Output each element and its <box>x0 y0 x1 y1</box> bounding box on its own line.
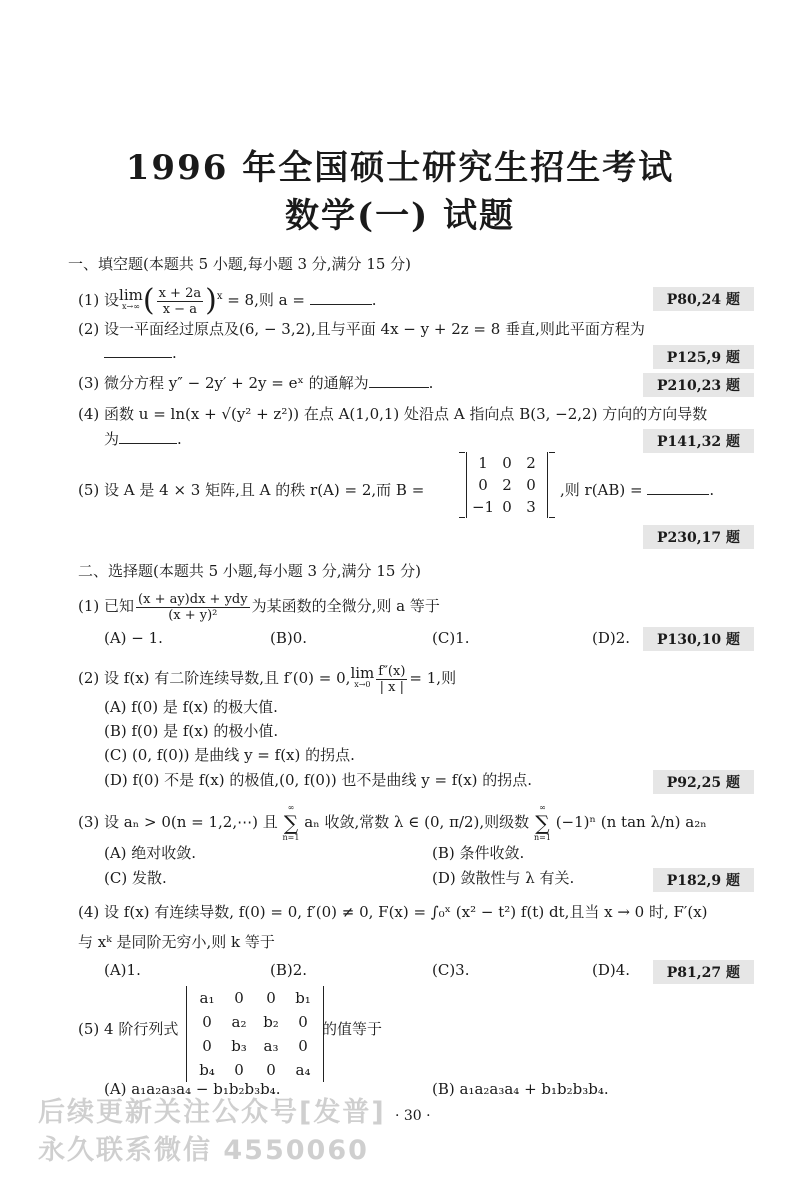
option-D: (D) f(0) 不是 f(x) 的极值,(0, f(0)) 也不是曲线 y = f(x) 的拐点. <box>104 771 533 789</box>
option-A: (A) 绝对收敛. <box>104 844 197 862</box>
watermark-line1: 后续更新关注公众号[发普] <box>38 1097 386 1128</box>
determinant-row: a₁ 0 0 b₁ <box>199 989 311 1007</box>
option-B: (B)0. <box>270 629 308 647</box>
question-1-2: (2) 设一平面经过原点及(6, − 3,2),且与平面 4x − y + 2z = 8 垂直,则此平面方程为 <box>78 320 645 338</box>
question-2-4: (4) 设 f(x) 有连续导数, f(0) = 0, f′(0) ≠ 0, F(x) = ∫₀ˣ (x² − t²) f(t) dt,且当 x → 0 时, F′(x) <box>78 903 708 921</box>
option-C: (C) 发散. <box>104 869 167 887</box>
ref-q1-1: P80,24 题 <box>653 287 754 311</box>
q2-2-fraction: $\frac{f''(x)}{| x |}$ <box>378 663 406 695</box>
option-D: (D)4. <box>592 961 631 979</box>
question-1-2-line2: . <box>104 344 177 362</box>
exam-title-line2: 数学(一) 试题 <box>284 196 515 236</box>
option-B: (B) 条件收敛. <box>432 844 525 862</box>
option-A: (A)1. <box>104 961 141 979</box>
ref-q1-5: P230,17 题 <box>643 525 754 549</box>
ref-q2-3: P182,9 题 <box>653 868 754 892</box>
option-A: (A) − 1. <box>104 629 163 647</box>
option-C: (C) (0, f(0)) 是曲线 y = f(x) 的拐点. <box>104 746 355 764</box>
determinant <box>186 986 324 1082</box>
question-2-5-prefix: (5) 4 阶行列式 <box>78 1020 179 1038</box>
answer-blank <box>310 304 372 305</box>
answer-blank <box>647 494 709 495</box>
answer-blank <box>119 443 177 444</box>
question-1-4: (4) 函数 u = ln(x + √(y² + z²)) 在点 A(1,0,1) 处沿点 A 指向点 B(3, −2,2) 方向的方向导数 <box>78 405 708 423</box>
option-B: (B) f(0) 是 f(x) 的极小值. <box>104 722 279 740</box>
question-1-4-line2: 为 . <box>104 430 182 448</box>
matrix-row: 1 0 2 <box>478 454 536 472</box>
question-1-5-suffix: ,则 r(AB) = . <box>560 481 715 499</box>
matrix-B <box>460 452 554 518</box>
answer-blank <box>369 387 429 388</box>
page-number: · 30 · <box>395 1108 431 1124</box>
ref-q2-1: P130,10 题 <box>643 627 754 651</box>
q2-1-fraction: $\frac{\text{(x + ay)dx + ydy}}{\text{(x + y)²}}$ <box>138 591 248 623</box>
option-A: (A) f(0) 是 f(x) 的极大值. <box>104 698 278 716</box>
question-2-3: (3) 设 aₙ > 0(n = 1,2,⋯) 且 ∞ ∑ n=1 aₙ 收敛,常数 λ ∈ (0, π/2),则级数 ∞ ∑ n=1 (−1)ⁿ (n tan λ/n) a₂ₙ <box>78 803 707 842</box>
determinant-row: b₄ 0 0 a₄ <box>199 1061 311 1079</box>
exam-title-line1: 1996 年全国硕士研究生招生考试 <box>125 148 675 188</box>
option-C: (C)3. <box>432 961 470 979</box>
section1-header: 一、填空题(本题共 5 小题,每小题 3 分,满分 15 分) <box>68 255 412 273</box>
option-D: (D) 敛散性与 λ 有关. <box>432 869 575 887</box>
question-2-2: (2) 设 f(x) 有二阶连续导数,且 f′(0) = 0,lim x→0 $\frac{f''(x)}{| x |}$ = 1,则 <box>78 663 457 695</box>
option-A: (A) a₁a₂a₃a₄ − b₁b₂b₃b₄. <box>104 1080 281 1098</box>
watermark-line2: 永久联系微信 4550060 <box>38 1135 369 1166</box>
question-1-3: (3) 微分方程 y″ − 2y′ + 2y = eˣ 的通解为 . <box>78 374 434 392</box>
question-2-1: (1) 已知 $\frac{\text{(x + ay)dx + ydy}}{\text{(x + y)²}}$ 为某函数的全微分,则 a 等于 <box>78 591 440 623</box>
ref-q1-2: P125,9 题 <box>653 345 754 369</box>
matrix-row: 0 2 0 <box>478 476 536 494</box>
section2-header: 二、选择题(本题共 5 小题,每小题 3 分,满分 15 分) <box>78 562 422 580</box>
sum-operator: ∞ ∑ n=1 <box>282 803 300 842</box>
question-2-5-suffix: 的值等于 <box>322 1020 383 1038</box>
question-1-5-prefix: (5) 设 A 是 4 × 3 矩阵,且 A 的秩 r(A) = 2,而 B = <box>78 481 425 499</box>
option-B: (B)2. <box>270 961 308 979</box>
limit-operator: lim x→0 <box>350 664 375 689</box>
question-1-1: (1) 设lim x→∞ ( $\frac{x + 2a}{x - a}$ )$^x$ = 8,则 a = . <box>78 283 377 318</box>
question-2-4-line2: 与 xᵏ 是同阶无穷小,则 k 等于 <box>78 933 275 951</box>
ref-q1-3: P210,23 题 <box>643 373 754 397</box>
option-B: (B) a₁a₂a₃a₄ + b₁b₂b₃b₄. <box>432 1080 609 1098</box>
q1-1-fraction: $\frac{x + 2a}{x - a}$ <box>158 285 202 317</box>
determinant-row: 0 b₃ a₃ 0 <box>202 1037 308 1055</box>
answer-blank <box>104 357 172 358</box>
matrix-row: −1 0 3 <box>471 498 536 516</box>
ref-q2-2: P92,25 题 <box>653 770 754 794</box>
q1-1-prefix: (1) 设 <box>78 291 120 309</box>
option-C: (C)1. <box>432 629 470 647</box>
determinant-row: 0 a₂ b₂ 0 <box>202 1013 308 1031</box>
option-D: (D)2. <box>592 629 631 647</box>
limit-operator: lim x→∞ <box>119 286 143 311</box>
sum-operator: ∞ ∑ n=1 <box>533 803 551 842</box>
ref-q1-4: P141,32 题 <box>643 429 754 453</box>
ref-q2-4: P81,27 题 <box>653 960 754 984</box>
